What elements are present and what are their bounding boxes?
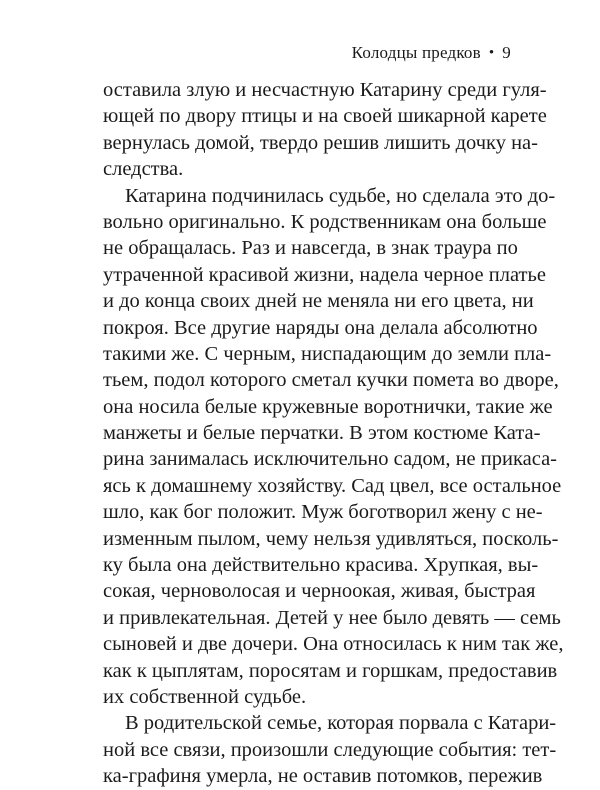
text-line: ка-графиня умерла, не оставив потомков, пережив bbox=[103, 765, 543, 788]
running-title: Колодцы предков bbox=[351, 43, 481, 62]
text-line: В родительской семье, которая порвала с Катари- bbox=[125, 712, 557, 735]
text-line: тьем, подол которого сметал кучки помета во дворе, bbox=[103, 369, 559, 392]
text-line: утраченной красивой жизни, надела черное платье bbox=[103, 263, 546, 286]
text-line: манжеты и белые перчатки. В этом костюме Ката- bbox=[103, 422, 541, 445]
text-line: не обращалась. Раз и навсегда, в знак траура по bbox=[103, 237, 518, 260]
text-line: покроя. Все другие наряды она делала абсолютно bbox=[103, 316, 538, 339]
text-line: вернулась домой, твердо решив лишить дочку на- bbox=[103, 131, 538, 154]
text-line: она носила белые кружевные воротнички, такие же bbox=[103, 395, 553, 418]
text-line: ющей по двору птицы и на своей шикарной карете bbox=[103, 105, 547, 128]
text-line: их собственной судьбе. bbox=[103, 685, 307, 708]
text-line: вольно оригинально. К родственникам она больше bbox=[103, 210, 547, 233]
paragraph-1 bbox=[103, 77, 547, 183]
text-line: шло, как бог положит. Муж боготворил жену с не- bbox=[103, 501, 543, 524]
text-line: такими же. С черным, ниспадающим до земли пла- bbox=[103, 342, 552, 365]
text-line: рина занималась исключительно садом, не прикаса- bbox=[103, 448, 557, 471]
text-line: как к цыплятам, поросятам и горшкам, предоставив bbox=[103, 659, 558, 682]
text-line: и привлекательная. Детей у нее было девять — семь bbox=[103, 606, 561, 629]
header-separator: • bbox=[488, 45, 495, 61]
text-line: изменным пылом, чему нельзя удивляться, посколь- bbox=[103, 527, 559, 550]
text-line: оставила злую и несчастную Катарину среди гуля- bbox=[103, 79, 547, 101]
paragraph-2 bbox=[103, 183, 564, 711]
text-line: следства. bbox=[103, 158, 184, 181]
text-line: и до конца своих дней не меняла ни его цвета, ни bbox=[103, 290, 534, 313]
running-header bbox=[352, 43, 511, 63]
text-line: ку была она действительно красива. Хрупкая, вы- bbox=[103, 554, 539, 577]
text-line: Катарина подчинилась судьбе, но сделала это до- bbox=[125, 184, 556, 207]
text-line: сокая, черноволосая и черноокая, живая, быстрая bbox=[103, 580, 536, 603]
text-line: ясь к домашнему хозяйству. Сад цвел, все остальное bbox=[103, 474, 562, 497]
body-text bbox=[103, 77, 564, 790]
page-number: 9 bbox=[502, 43, 511, 62]
text-line: ной все связи, произошли следующие события: тет- bbox=[103, 738, 557, 761]
text-line: сыновей и две дочери. Она относилась к ним так же, bbox=[103, 633, 564, 656]
